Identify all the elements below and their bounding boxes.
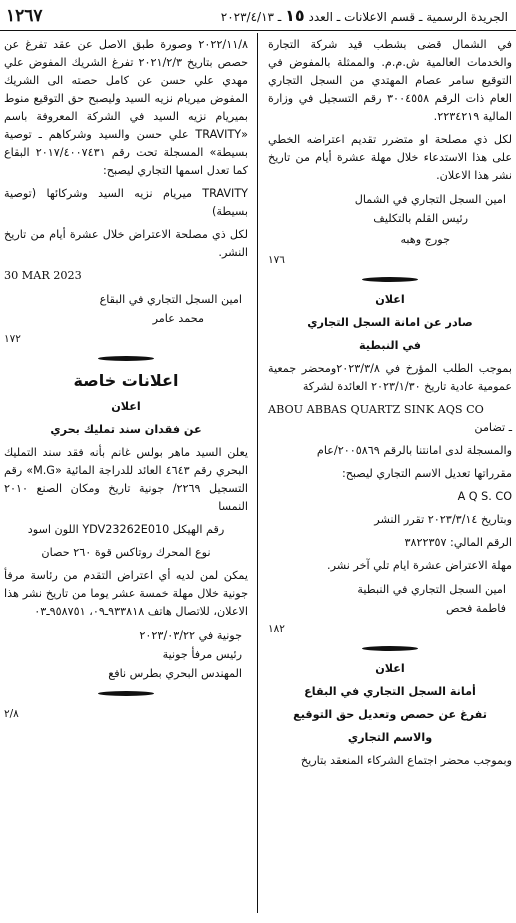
notice-bekaa-subtitle: تفرغ عن حصص وتعديل حق التوقيع	[293, 708, 487, 721]
left-column	[4, 36, 248, 727]
notice-208-contact: يمكن لمن لديه أي اعتراض التقدم من رئاسة مرفأ جونية خلال مهلة خمسة عشر يوما من تاريخ نشر هذا الاعلان، للاتصال هاتف ٩٣٣٨١٨ـ٠٩، ٩٥٨٧٥١ـ٠٣	[4, 569, 248, 618]
notice-208-hull: رقم الهيكل YDV23262E010 اللون اسود	[27, 523, 225, 536]
section-divider	[4, 687, 248, 699]
notice-172-signer-title: امين السجل التجاري في البقاع	[99, 293, 242, 306]
notice-208-title: عن فقدان سند تمليك بحري	[50, 423, 202, 436]
page-number: ١٢٦٧	[6, 6, 43, 26]
notice-182-company: ABOU ABBAS QUARTZ SINK AQS CO	[268, 403, 484, 416]
notice-176-signer-title: امين السجل التجاري في الشمال	[354, 193, 506, 206]
notice-182-body1: بموجب الطلب المؤرخ في ٢٠٢٣/٣/٨ومحضر جمعية عمومية عادية تاريخ ٢٠٢٣/١/٣٠ العائدة لشركة	[268, 362, 513, 393]
notice-182-fiscal: الرقم المالي: ٣٨٢٢٣٥٧	[404, 536, 512, 549]
notice-182-title: صادر عن امانة السجل التجاري	[307, 316, 473, 329]
section-divider	[268, 273, 512, 285]
notice-208-number: ٢/٨	[4, 708, 19, 720]
notice-182-signer-name: فاطمة فحص	[446, 602, 506, 615]
notice-176-objection: لكل ذي مصلحة او متضرر تقديم اعتراضه الخطي على هذا الاستدعاء خلال مهلة عشرة أيام من تاريخ نشر هذا الاعلان.	[268, 133, 512, 182]
notice-182-subtitle: في النبطية	[359, 339, 421, 352]
header-title	[221, 6, 508, 25]
notice-182-body2: والمسجلة لدى امانتنا بالرقم ٢٠٠٥٨٦٩/عام	[316, 444, 512, 457]
notice-176-signer-role: رئيس القلم بالتكليف	[373, 212, 468, 225]
section-divider	[268, 642, 512, 654]
notice-bekaa-title: أمانة السجل التجاري في البقاع	[304, 685, 476, 698]
notice-182-new-name: A Q S. CO	[457, 490, 512, 503]
notice-182-number: ١٨٢	[268, 623, 285, 635]
notice-172-text: ٢٠٢٢/١١/٨ وصورة طبق الاصل عن عقد تفرغ عن حصص بتاريخ ٢٠٢١/٢/٣ تفرغ الشريك المفوض علي مهدي علي حسن عن كامل حصته الى الشريك المفوض ميريام نزيه السيد وليصبح حق التوقيع منوط بميريام نزيه السيد في الشركة المعروفة باسم «TRAVITY علي حسن والسيد وشركاهم ـ توصية بسيطة» المسجلة تحت رقم ٢٠١٧/٤٠٠٧٤٣١ البقاع كما تعدل اسمها التجاري ليصبح:	[4, 38, 248, 177]
notice-208-engine: نوع المحرك روتاكس قوة ٢٦٠ حصان	[41, 546, 211, 559]
column-divider	[257, 33, 258, 913]
notice-182-signer-title: امين السجل التجاري في النبطية	[357, 583, 506, 596]
special-ads-title: اعلانات خاصة	[73, 371, 179, 390]
notice-172-date-stamp: 30 MAR 2023	[4, 269, 82, 282]
notice-bekaa-heading: اعلان	[375, 662, 405, 675]
notice-172-objection: لكل ذي مصلحة الاعتراض خلال عشرة أيام من تاريخ النشر.	[4, 228, 248, 259]
notice-182-heading: اعلان	[375, 293, 405, 306]
header-date: ـ ٢٠٢٣/٤/١٣	[220, 10, 282, 24]
notice-176-number: ١٧٦	[268, 254, 285, 266]
notice-176-text: في الشمال قضى بشطب قيد شركة التجارة والخدمات العالمية ش.م.م. والممثلة بالمفوض في التوقيع سامر عصام المهتدي من السجل التجاري العام ذات الرقم ٣٠٠٤٥٥٨ رقم التسجيل في وزارة المالية ٢٢٣٤٢١٩.	[268, 38, 512, 123]
notice-208-body: يعلن السيد ماهر بولس غانم بأنه فقد سند التمليك البحري رقم ٤٦٤٣ العائد للدراجة المائية «M.G» رقم التسجيل ٢٢٦٩/ جونية تاريخ ومكان الصنع ٢٠١٠ النمسا	[4, 446, 249, 513]
notice-208-heading: اعلان	[111, 400, 141, 413]
notice-182-body4: وبتاريخ ٢٠٢٣/٣/١٤ تقرر النشر	[374, 513, 512, 526]
notice-172-new-name: TRAVITY ميريام نزيه السيد وشركائها (توصية بسيطة)	[4, 187, 248, 218]
header-rule	[0, 30, 516, 31]
notice-182-deadline: مهلة الاعتراض عشرة ايام تلي آخر نشر.	[327, 559, 512, 572]
notice-bekaa-body: وبموجب محضر اجتماع الشركاء المنعقد بتاريخ	[300, 754, 512, 767]
section-divider	[4, 352, 248, 364]
notice-182-body3: مقرراتها تعديل الاسم التجاري ليصبح:	[341, 467, 512, 480]
issue-number: ١٥	[285, 6, 305, 25]
header-title-text: الجريدة الرسمية ـ قسم الاعلانات ـ العدد	[308, 10, 508, 24]
right-column	[268, 36, 512, 775]
notice-172-signer-name: محمد عامر	[152, 312, 204, 325]
notice-208-signer-name: المهندس البحري بطرس نافع	[108, 667, 242, 680]
notice-182-company-suffix: ـ تضامن	[474, 421, 512, 434]
notice-172-number: ١٧٢	[4, 333, 21, 345]
notice-208-signer-title: رئيس مرفأ جونية	[162, 648, 242, 661]
notice-bekaa-subtitle2: والاسم التجاري	[347, 731, 433, 744]
notice-176-signer-name: جورج وهبه	[400, 233, 450, 246]
page-header	[0, 0, 516, 30]
notice-208-date: جونية في ٢٠٢٣/٠٣/٢٢	[139, 629, 242, 642]
